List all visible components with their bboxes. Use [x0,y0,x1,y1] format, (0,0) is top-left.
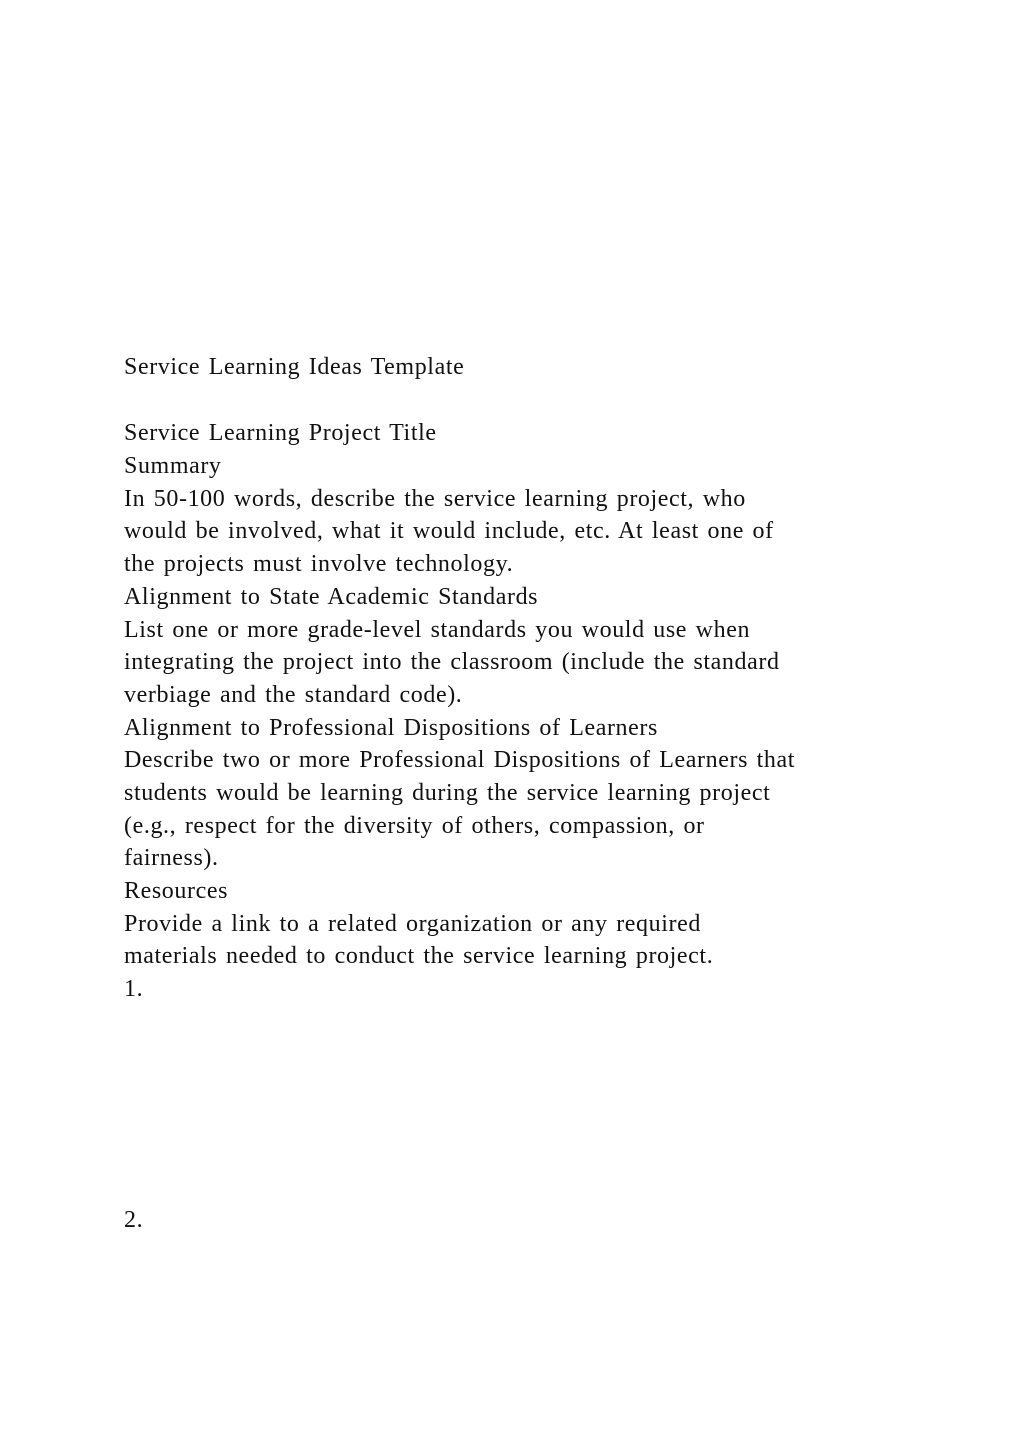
list-item-2: 2. [124,1207,144,1233]
dispositions-line: students would be learning during the service learning project [124,780,771,806]
dispositions-heading: Alignment to Professional Dispositions of Learners [124,715,658,741]
resources-line: Provide a link to a related organization or any required [124,911,701,937]
resources-heading: Resources [124,878,229,904]
summary-line: In 50-100 words, describe the service learning project, who [124,486,746,512]
summary-heading: Summary [124,453,222,479]
dispositions-line: Describe two or more Professional Dispositions of Learners that [124,747,795,773]
summary-line: the projects must involve technology. [124,551,514,577]
document-title: Service Learning Ideas Template [124,354,465,380]
standards-heading: Alignment to State Academic Standards [124,584,539,610]
dispositions-line: fairness). [124,845,219,871]
resources-line: materials needed to conduct the service learning project. [124,943,714,969]
standards-line: List one or more grade-level standards you would use when [124,617,751,643]
standards-line: integrating the project into the classroom (include the standard [124,649,780,675]
standards-line: verbiage and the standard code). [124,682,463,708]
project-title-label: Service Learning Project Title [124,420,437,446]
dispositions-line: (e.g., respect for the diversity of others, compassion, or [124,813,705,839]
list-item-1: 1. [124,976,144,1002]
summary-line: would be involved, what it would include, etc. At least one of [124,518,774,544]
